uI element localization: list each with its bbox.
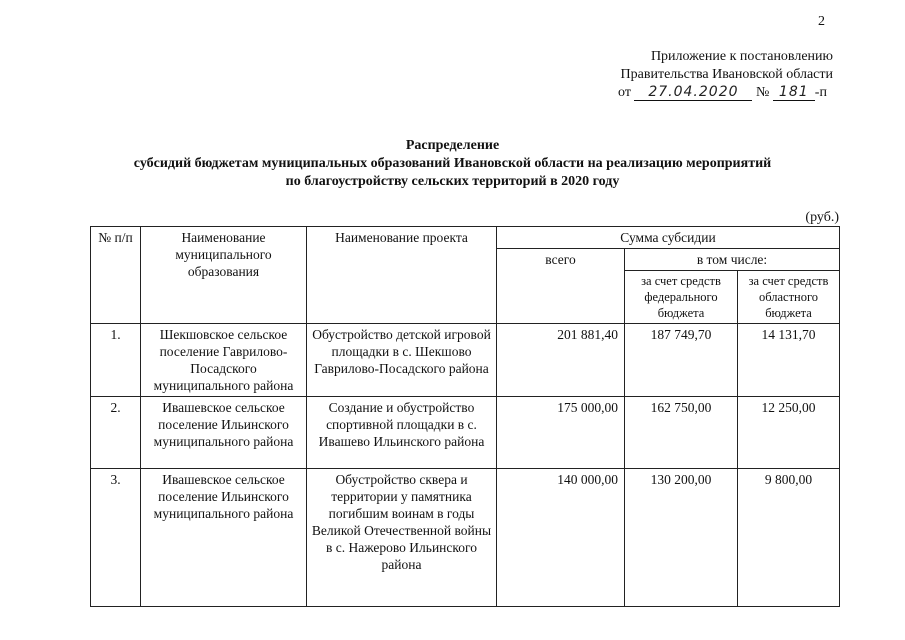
decree-from-label: от xyxy=(618,85,631,100)
row-municipality: Ивашевское сельское поселение Ильинского муниципального района xyxy=(141,397,307,469)
row-index: 1. xyxy=(91,324,141,397)
header-total: всего xyxy=(497,249,625,324)
row-project: Обустройство сквера и территории у памятника погибшим воинам в годы Великой Отечественной войны в с. Нажерово Ильинского района xyxy=(307,469,497,607)
row-federal: 187 749,70 xyxy=(625,324,738,397)
document-subtitle-line-1: субсидий бюджетам муниципальных образований Ивановской области на реализацию мероприятий xyxy=(133,156,772,171)
page-number: 2 xyxy=(818,14,825,29)
row-municipality: Ивашевское сельское поселение Ильинского муниципального района xyxy=(141,469,307,607)
document-subtitle-line-2: по благоустройству сельских территорий в 2020 году xyxy=(285,174,620,189)
row-project: Обустройство детской игровой площадки в с. Шекшово Гаврилово-Посадского района xyxy=(307,324,497,397)
row-regional: 14 131,70 xyxy=(738,324,840,397)
row-federal: 130 200,00 xyxy=(625,469,738,607)
row-federal: 162 750,00 xyxy=(625,397,738,469)
row-total: 140 000,00 xyxy=(497,469,625,607)
header-regional: за счет средств областного бюджета xyxy=(738,271,840,324)
row-municipality: Шекшовское сельское поселение Гаврилово-Посадского муниципального района xyxy=(141,324,307,397)
header-index: № п/п xyxy=(91,227,141,324)
row-total: 175 000,00 xyxy=(497,397,625,469)
row-total: 201 881,40 xyxy=(497,324,625,397)
appendix-line-1: Приложение к постановлению xyxy=(650,49,833,64)
currency-unit: (руб.) xyxy=(805,210,839,225)
appendix-line-2: Правительства Ивановской области xyxy=(620,67,833,82)
subsidy-table xyxy=(90,226,840,607)
table-row xyxy=(91,397,840,469)
table-row xyxy=(91,324,840,397)
row-index: 2. xyxy=(91,397,141,469)
header-federal: за счет средств федерального бюджета xyxy=(625,271,738,324)
row-project: Создание и обустройство спортивной площадки в с. Ивашево Ильинского района xyxy=(307,397,497,469)
document-title: Распределение xyxy=(405,138,500,153)
row-regional: 9 800,00 xyxy=(738,469,840,607)
decree-number-label: № xyxy=(755,85,770,100)
decree-reference xyxy=(618,84,827,101)
table-row xyxy=(91,469,840,607)
header-subsidy-sum: Сумма субсидии xyxy=(497,227,840,249)
decree-date: 27.04.2020 xyxy=(634,84,752,101)
header-municipality: Наименование муниципального образования xyxy=(141,227,307,324)
row-index: 3. xyxy=(91,469,141,607)
header-including: в том числе: xyxy=(625,249,840,271)
header-project: Наименование проекта xyxy=(307,227,497,324)
decree-suffix: -п xyxy=(814,85,827,100)
table-header-row xyxy=(91,227,840,249)
decree-number: 181 xyxy=(773,84,815,101)
row-regional: 12 250,00 xyxy=(738,397,840,469)
